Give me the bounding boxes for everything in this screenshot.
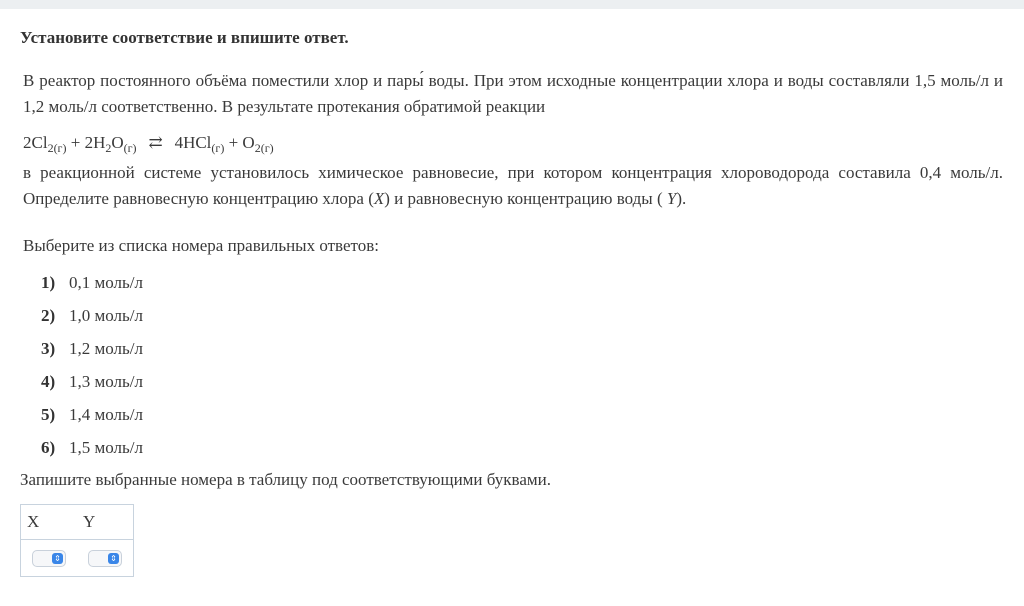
list-item: 4) 1,3 моль/л	[41, 372, 143, 391]
top-bar	[0, 0, 1024, 9]
column-header-x: X	[21, 505, 78, 540]
task-intro: В реактор постоянного объёма поместили хлор и пары́ воды. При этом исходные концентрации хлора и воды составляли 1,5 моль/л и 1,2 моль/л соответственно. В результате протекания обратимой реакции	[23, 71, 1003, 116]
list-item: 2) 1,0 моль/л	[41, 306, 143, 325]
updown-chevron-icon: ⇕	[108, 553, 119, 564]
equilibrium-arrow-icon: ⇄	[148, 133, 163, 152]
column-header-y: Y	[77, 505, 134, 540]
task-title: Установите соответствие и впишите ответ.	[20, 28, 349, 47]
choose-label: Выберите из списка номера правильных ответов:	[23, 236, 379, 255]
answer-table	[20, 504, 134, 577]
answer-select-y[interactable]	[88, 550, 122, 567]
answer-select-x[interactable]	[32, 550, 66, 567]
table-instruction: Запишите выбранные номера в таблицу под соответствующими буквами.	[20, 470, 551, 489]
list-item: 3) 1,2 моль/л	[41, 339, 143, 358]
list-item: 5) 1,4 моль/л	[41, 405, 143, 424]
answer-options	[41, 270, 143, 468]
task-question: в реакционной системе установилось химическое равновесие, при котором концентрация хлороводорода составила 0,4 моль/л. Определите равновесную концентрацию хлора (X) и равновесную концентрацию воды ( Y).	[23, 163, 1003, 208]
updown-chevron-icon: ⇕	[52, 553, 63, 564]
reaction-equation: $2Cl_{2(г)} + 2H_2O_{(г)}$ ⇄ $4HCl_{(г)} + O_{2(г)}$	[23, 133, 274, 155]
list-item: 6) 1,5 моль/л	[41, 438, 143, 457]
list-item: 1) 0,1 моль/л	[41, 273, 143, 292]
